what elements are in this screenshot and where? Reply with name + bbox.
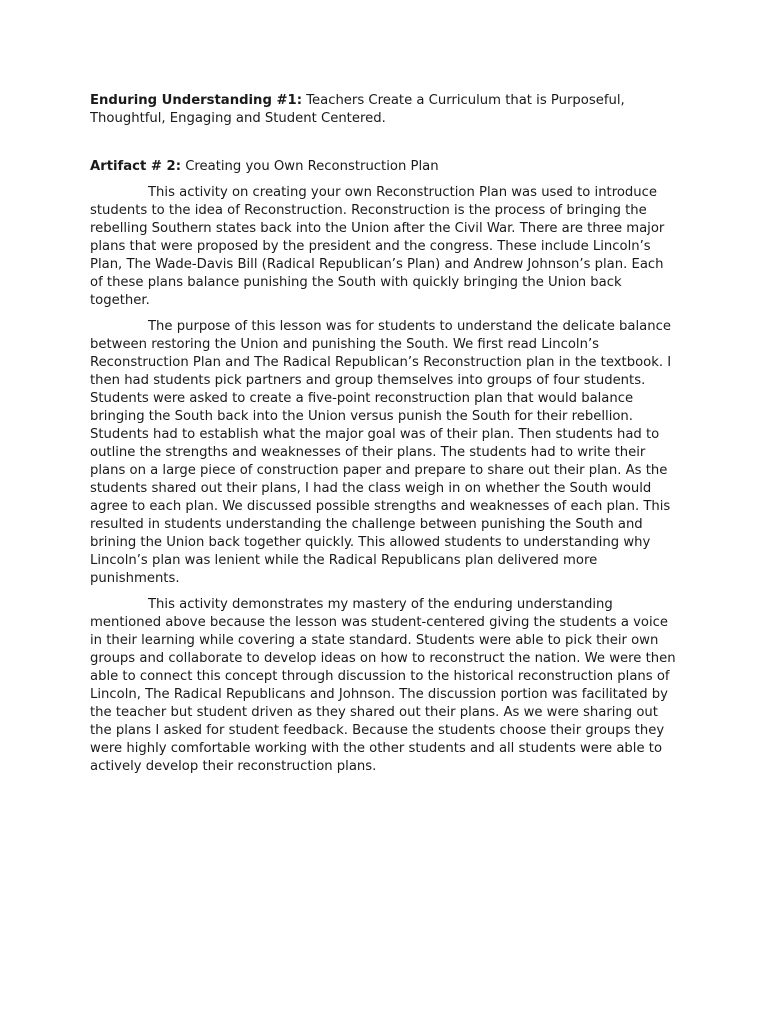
enduring-understanding-text: Teachers Create a Curriculum that is Purposeful, Thoughtful, Engaging and Student Centered. bbox=[90, 93, 625, 126]
artifact-label: Artifact # 2: bbox=[90, 159, 181, 174]
enduring-understanding-heading bbox=[90, 92, 680, 128]
artifact-title: Creating you Own Reconstruction Plan bbox=[185, 159, 439, 174]
artifact-heading bbox=[90, 158, 680, 176]
enduring-understanding-label: Enduring Understanding #1: bbox=[90, 93, 302, 108]
document-body bbox=[90, 92, 680, 784]
paragraph-lesson-purpose: The purpose of this lesson was for students to understand the delicate balance between restoring the Union and punishing the South. We first read Lincoln’s Reconstruction Plan and The Radical Republican’s Reconstruction plan in the textbook. I then had students pick partners and group themselves into groups of four students. Students were asked to create a five-point reconstruction plan that would balance bringing the South back into the Union versus punish the South for their rebellion. Students had to establish what the major goal was of their plan. Then students had to outline the strengths and weaknesses of their plans. The students had to write their plans on a large piece of construction paper and prepare to share out their plan. As the students shared out their plans, I had the class weigh in on whether the South would agree to each plan. We discussed possible strengths and weaknesses of each plan. This resulted in students understanding the challenge between punishing the South and brining the Union back together quickly. This allowed students to understanding why Lincoln’s plan was lenient while the Radical Republicans plan delivered more punishments. bbox=[90, 319, 672, 586]
paragraph-mastery: This activity demonstrates my mastery of the enduring understanding mentioned above because the lesson was student-centered giving the students a voice in their learning while covering a state standard. Students were able to pick their own groups and collaborate to develop ideas on how to reconstruct the nation. We were then able to connect this concept through discussion to the historical reconstruction plans of Lincoln, The Radical Republicans and Johnson. The discussion portion was facilitated by the teacher but student driven as they shared out their plans. As we were sharing out the plans I asked for student feedback. Because the students choose their groups they were highly comfortable working with the other students and all students were able to actively develop their reconstruction plans. bbox=[90, 597, 676, 774]
paragraph-introduction: This activity on creating your own Reconstruction Plan was used to introduce students to the idea of Reconstruction. Reconstruction is the process of bringing the rebelling Southern states back into the Union after the Civil War. There are three major plans that were proposed by the president and the congress. These include Lincoln’s Plan, The Wade-Davis Bill (Radical Republican’s Plan) and Andrew Johnson’s plan. Each of these plans balance punishing the South with quickly bringing the Union back together. bbox=[90, 185, 665, 308]
